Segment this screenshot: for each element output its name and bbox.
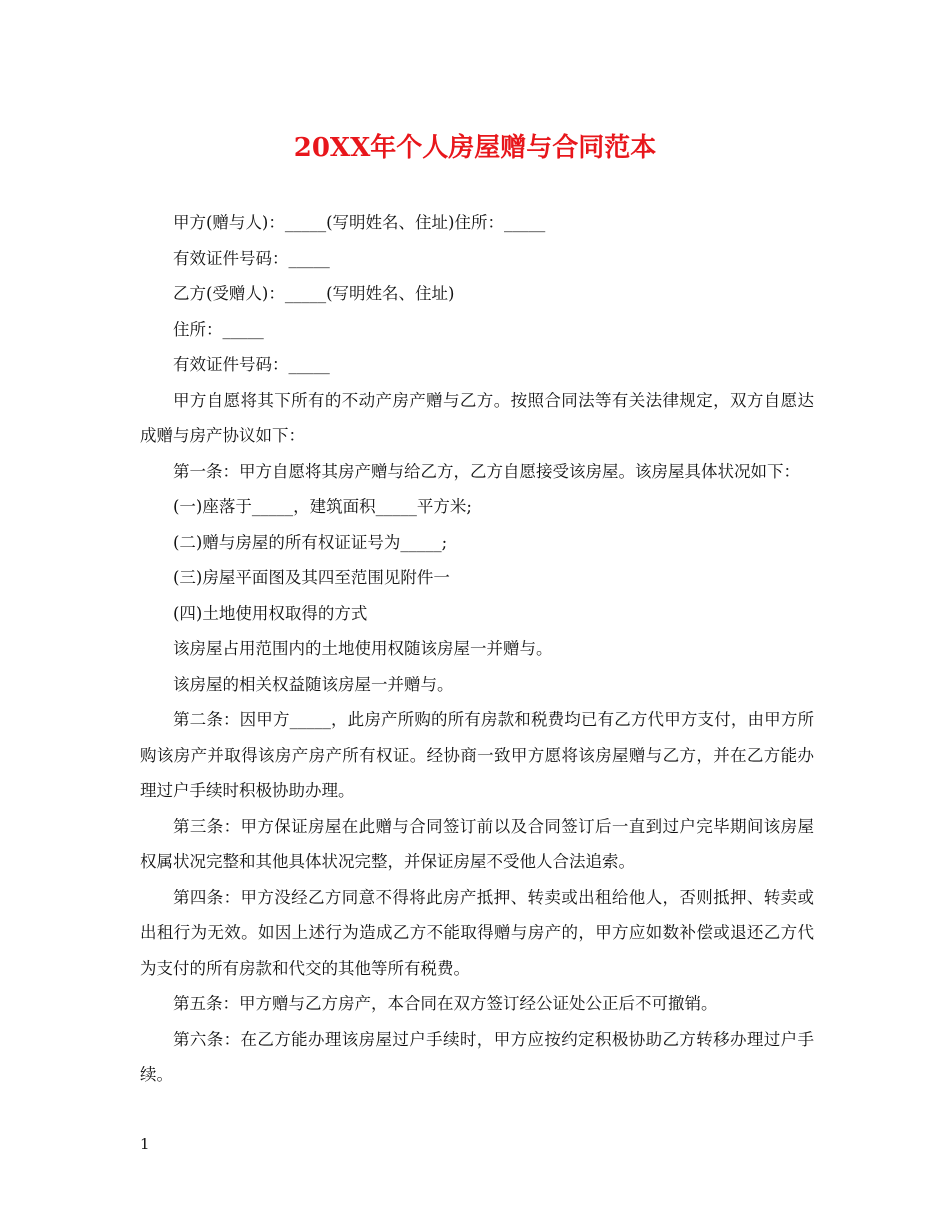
paragraph-item-1: (一)座落于_____，建筑面积_____平方米; — [173, 497, 472, 516]
paragraph-party-b-id: 有效证件号码：_____ — [173, 355, 330, 374]
paragraph-land-use: 该房屋占用范围内的土地使用权随该房屋一并赠与。 — [173, 639, 553, 658]
paragraph-party-b-address: 住所：_____ — [173, 319, 264, 339]
document-body — [140, 205, 814, 1093]
paragraph-article-3: 第三条：甲方保证房屋在此赠与合同签订前以及合同签订后一直到过户完毕期间该房屋权属状况完整和其他具体状况完整，并保证房屋不受他人合法追索。 — [140, 816, 814, 871]
paragraph-item-4: (四)土地使用权取得的方式 — [173, 603, 368, 623]
paragraph-related-rights: 该房屋的相关权益随该房屋一并赠与。 — [173, 674, 454, 694]
paragraph-article-5: 第五条：甲方赠与乙方房产，本合同在双方签订经公证处公正后不可撤销。 — [173, 994, 718, 1013]
paragraph-article-4: 第四条：甲方没经乙方同意不得将此房产抵押、转卖或出租给他人，否则抵押、转卖或出租行为无效。如因上述行为造成乙方不能取得赠与房产的，甲方应如数补偿或退还乙方代为支付的所有房款和代交的其他等所有税费。 — [140, 887, 814, 978]
paragraph-preamble: 甲方自愿将其下所有的不动产房产赠与乙方。按照合同法等有关法律规定，双方自愿达成赠与房产协议如下： — [140, 390, 814, 445]
paragraph-article-6: 第六条：在乙方能办理该房屋过户手续时，甲方应按约定积极协助乙方转移办理过户手续。 — [140, 1029, 814, 1084]
paragraph-item-2: (二)赠与房屋的所有权证证号为_____; — [173, 532, 448, 552]
page-number: 1 — [140, 1135, 150, 1153]
paragraph-party-b: 乙方(受赠人)：_____(写明姓名、住址) — [173, 284, 455, 303]
paragraph-party-a: 甲方(赠与人)：_____(写明姓名、住址)住所：_____ — [173, 213, 546, 232]
document-title: 20XX年个人房屋赠与合同范本 — [293, 133, 657, 163]
paragraph-item-3: (三)房屋平面图及其四至范围见附件一 — [173, 568, 450, 587]
paragraph-article-2: 第二条：因甲方_____，此房产所购的所有房款和税费均已有乙方代甲方支付，由甲方所购该房产并取得该房产房产所有权证。经协商一致甲方愿将该房屋赠与乙方，并在乙方能办理过户手续时积极协助办理。 — [140, 710, 814, 800]
paragraph-article-1: 第一条：甲方自愿将其房产赠与给乙方，乙方自愿接受该房屋。该房屋具体状况如下： — [173, 461, 800, 481]
paragraph-party-a-id: 有效证件号码：_____ — [173, 248, 330, 268]
